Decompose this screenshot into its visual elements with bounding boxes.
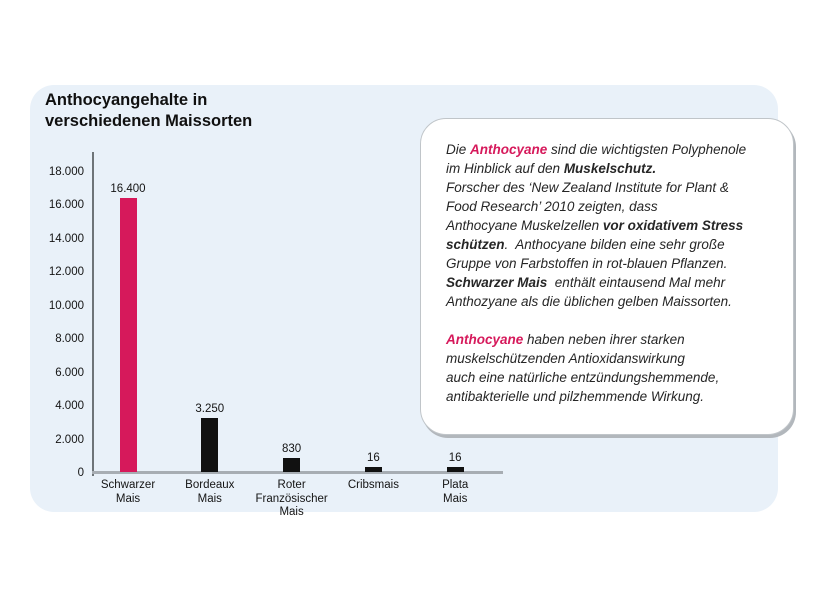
text-segment: Anthozyane als die üblichen gelben Maissorten. [446, 294, 732, 309]
text-segment: Die [446, 142, 471, 157]
bar-value-label: 3.250 [195, 403, 225, 415]
text-segment: auch eine natürliche entzündungshemmende, [446, 370, 720, 385]
chart-title-line2: verschiedenen Maissorten [45, 112, 253, 130]
text-segment: enthält eintausend Mal mehr [547, 275, 726, 290]
bar-value-label: 830 [282, 443, 302, 455]
y-tick-label: 18.000 [48, 166, 84, 178]
info-box [420, 118, 794, 435]
y-tick-label: 16.000 [48, 199, 84, 212]
highlighted-term: Anthocyane [470, 142, 548, 157]
bar-3 [283, 458, 300, 472]
text-segment: muskelschützenden Antioxidanswirkung [446, 351, 685, 366]
text-segment: haben neben ihrer starken [523, 332, 685, 347]
text-segment: vor oxidativem Stress [602, 218, 744, 233]
y-tick-label: 0 [77, 467, 84, 479]
text-segment: schützen [446, 237, 505, 252]
info-box-text [446, 140, 773, 406]
text-segment: im Hinblick auf den [446, 161, 564, 176]
x-category-label: Roter Französischer Mais [255, 479, 328, 518]
text-segment: Forscher des ‘New Zealand Institute for Plant & [446, 180, 729, 195]
text-segment: sind die wichtigsten Polyphenole [547, 142, 747, 157]
info-paragraph [446, 330, 773, 406]
bar-value-label: 16.400 [110, 183, 146, 195]
chart-title-line1: Anthocyangehalte in [45, 91, 208, 109]
y-tick-label: 4.000 [55, 400, 84, 413]
highlighted-term: Anthocyane [446, 332, 524, 347]
x-category-label: Plata Mais [442, 479, 469, 505]
text-segment: Anthocyane Muskelzellen [446, 218, 603, 233]
text-segment: . Anthocyane bilden eine sehr große [504, 237, 725, 252]
y-tick-label: 2.000 [55, 433, 84, 446]
x-category-label: Cribsmais [347, 479, 399, 491]
x-category-label: Schwarzer Mais [100, 479, 156, 505]
y-tick-label: 14.000 [48, 232, 84, 245]
bar-value-label: 16 [448, 452, 462, 464]
bar-1 [120, 198, 137, 472]
bar-value-label: 16 [366, 452, 380, 464]
text-segment: Food Research’ 2010 zeigten, dass [446, 199, 658, 214]
bar-5 [447, 467, 464, 472]
info-paragraph [446, 140, 773, 311]
text-segment: Gruppe von Farbstoffen in rot-blauen Pflanzen. [446, 256, 728, 271]
y-tick-label: 10.000 [48, 299, 84, 312]
y-tick-label: 8.000 [55, 333, 84, 346]
text-segment: Muskelschutz. [563, 161, 657, 176]
y-tick-label: 12.000 [48, 266, 84, 279]
x-category-label: Bordeaux Mais [185, 479, 235, 505]
text-segment: Schwarzer Mais [446, 275, 548, 290]
text-segment: antibakterielle und pilzhemmende Wirkung. [446, 389, 705, 404]
bar-2 [201, 418, 218, 472]
y-tick-label: 6.000 [55, 366, 84, 379]
bar-4 [365, 467, 382, 472]
y-axis-line [92, 152, 94, 476]
